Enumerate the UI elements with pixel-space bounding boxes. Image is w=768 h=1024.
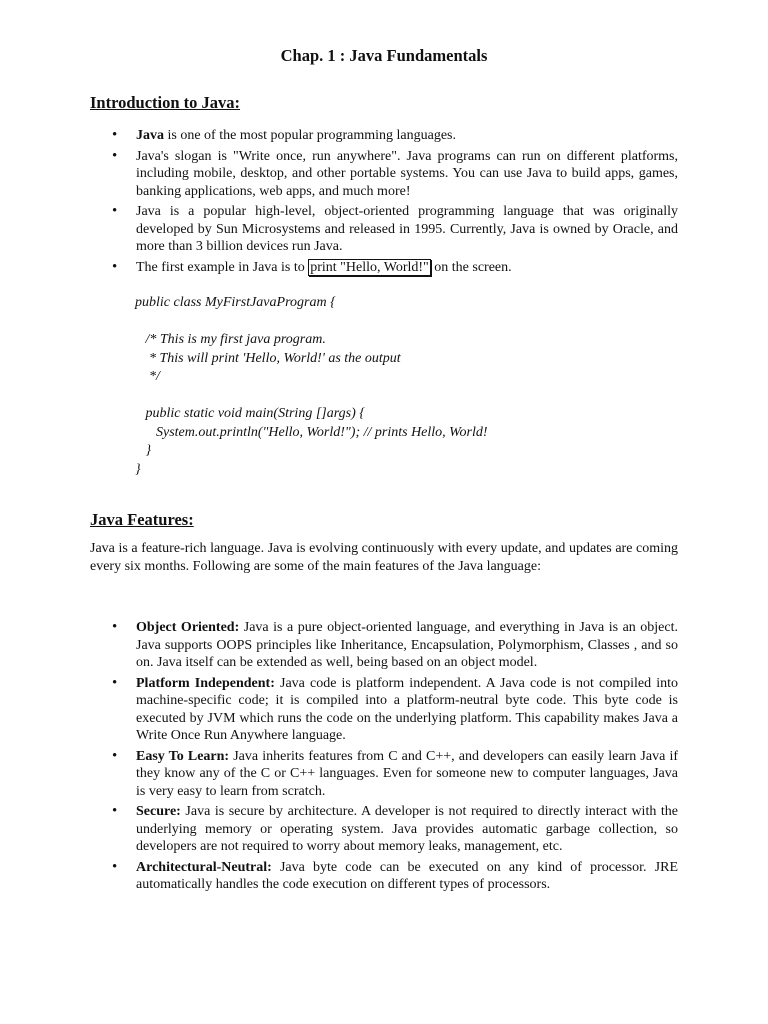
list-item: • Secure: Java is secure by architecture. A developer is not required to directly interact with the underlying memory or operating system. Java provides automatic garbage collection, so developers are not required to worry about memory leaks, management, etc. — [108, 803, 678, 856]
intro-heading: Introduction to Java: — [90, 93, 241, 112]
list-item: • Platform Independent: Java code is platform independent. A Java code is not compiled into machine-specific code; it is compiled into a platform-neutral byte code. This byte code is executed by JVM which runs the code on the underlying platform. This capability makes Java a Write Once Run Anywhere language. — [108, 675, 678, 745]
code-sample: public class MyFirstJavaProgram { /* This is my first java program. * This will print 'Hello, World!' as the output */ public static void main(String []args) { System.out.println("Hello, World!"); // prints Hello, World! } } — [135, 295, 488, 477]
features-list — [108, 619, 678, 897]
list-item: • Java's slogan is "Write once, run anywhere". Java programs can run on different platforms, including mobile, desktop, and other portable systems. You can use Java to build apps, games, banking applications, web apps, and much more! — [108, 148, 678, 201]
list-item: • The first example in Java is to print "Hello, World!" on the screen. — [108, 259, 678, 277]
list-item: • Object Oriented: Java is a pure object-oriented language, and everything in Java is an object. Java supports OOPS principles like Inheritance, Encapsulation, Polymorphism, Classes , and so on. Java itself can be extended as well, being based on an object model. — [108, 619, 678, 672]
boxed-code-text: print "Hello, World!" — [310, 259, 429, 275]
list-item: • Java is one of the most popular programming languages. — [108, 127, 678, 145]
intro-list — [108, 127, 678, 279]
list-item: • Easy To Learn: Java inherits features from C and C++, and developers can easily learn Java if they know any of the C or C++ languages. Even for someone new to computer languages, Java is very easy to learn from scratch. — [108, 748, 678, 801]
list-item: • Java is a popular high-level, object-oriented programming language that was originally developed by Sun Microsystems and released in 1995. Currently, Java is owned by Oracle, and more than 3 billion devices run Java. — [108, 203, 678, 256]
list-item: • Architectural-Neutral: Java byte code can be executed on any kind of processor. JRE automatically handles the code execution on different types of processors. — [108, 859, 678, 894]
page-title: Chap. 1 : Java Fundamentals — [280, 46, 488, 65]
features-intro: Java is a feature-rich language. Java is evolving continuously with every update, and updates are coming every six months. Following are some of the main features of the Java language: — [90, 541, 678, 574]
features-heading: Java Features: — [90, 510, 194, 529]
